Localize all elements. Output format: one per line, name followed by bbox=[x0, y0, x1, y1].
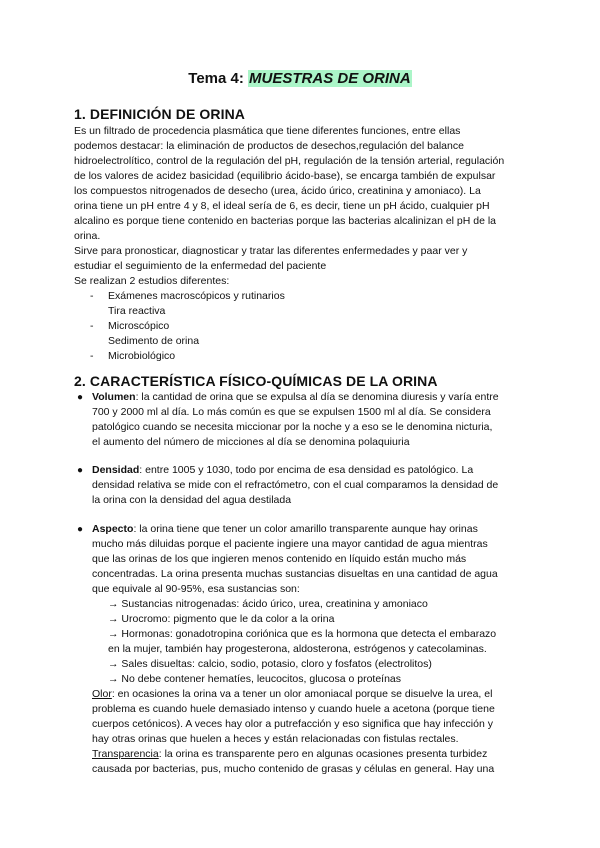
substance-item: → Sustancias nitrogenadas: ácido úrico, urea, creatinina y amoniaco bbox=[108, 598, 428, 610]
paragraph-line: Es un filtrado de procedencia plasmática que tiene diferentes funciones, entre ellas bbox=[74, 125, 461, 137]
aspecto-term: Aspecto bbox=[92, 523, 134, 535]
substance-item: → Urocromo: pigmento que le da color a la orina bbox=[108, 613, 335, 625]
substance-item: → Hormonas: gonadotropina coriónica que es la hormona que detecta el embarazo bbox=[108, 628, 497, 640]
paragraph-line: hidroelectrolítico, control de la regulación del pH, regulación de la tensión arterial, regulación bbox=[74, 155, 505, 167]
document-title bbox=[0, 70, 600, 87]
densidad-line: la orina con la densidad del agua destilada bbox=[92, 494, 292, 506]
paragraph-line: los compuestos nitrogenados de desecho (urea, ácido úrico, creatinina y amoniaco). La bbox=[74, 185, 481, 197]
list-item: Exámenes macroscópicos y rutinarios bbox=[108, 290, 285, 302]
aspecto-line: concentradas. La orina presenta muchas sustancias disueltas en una cantidad de agua bbox=[92, 568, 498, 580]
paragraph-line: Se realizan 2 estudios diferentes: bbox=[74, 275, 230, 287]
volumen-line: patológico cuando se necesita miccionar por la noche y a eso se le denomina nicturia, bbox=[92, 421, 493, 433]
list-dash: - bbox=[90, 290, 94, 302]
transparencia-term: Transparencia bbox=[92, 748, 159, 760]
aspecto-line: Aspecto: la orina tiene que tener un color amarillo transparente aunque hay orinas bbox=[92, 523, 478, 535]
list-item: Microscópico bbox=[108, 320, 170, 332]
paragraph-line: estudiar el seguimiento de la enfermedad del paciente bbox=[74, 260, 327, 272]
densidad-term: Densidad bbox=[92, 464, 140, 476]
olor-line: problema es cuando huele demasiado intenso y cuando huele a acetona (porque tiene bbox=[92, 703, 495, 715]
aspecto-line: que equivale al 90-95%, esa sustancias son: bbox=[92, 583, 300, 595]
olor-line: Olor: en ocasiones la orina va a tener un olor amoniacal porque se disuelve la urea, el bbox=[92, 688, 493, 700]
section-1-heading: 1. DEFINICIÓN DE ORINA bbox=[74, 106, 245, 122]
aspecto-line: que las orinas de los que ingieren menos contenido en líquido están mucho más bbox=[92, 553, 467, 565]
substance-item: → Sales disueltas: calcio, sodio, potasio, cloro y fosfatos (electrolitos) bbox=[108, 658, 432, 670]
title-highlight: MUESTRAS DE ORINA bbox=[249, 70, 411, 87]
densidad-line: Densidad: entre 1005 y 1030, todo por encima de esa densidad es patológico. La bbox=[92, 464, 474, 476]
list-subitem: Tira reactiva bbox=[108, 305, 166, 317]
section-2-heading: 2. CARACTERÍSTICA FÍSICO-QUÍMICAS DE LA ORINA bbox=[74, 373, 438, 389]
paragraph-line: de los valores de acidez basicidad (equilibrio ácido-base), se encarga también de expulsar bbox=[74, 170, 496, 182]
bullet-icon: ● bbox=[77, 524, 84, 535]
paragraph-line: Sirve para pronosticar, diagnosticar y tratar las diferentes enfermedades y paar ver y bbox=[74, 245, 468, 257]
paragraph-line: orina tiene un pH entre 4 y 8, el ideal sería de 6, es decir, tiene un pH ácido, cualquier pH bbox=[74, 200, 490, 212]
paragraph-line: orina. bbox=[74, 230, 101, 242]
olor-line: cuerpos cetónicos). A veces hay olor a putrefacción y eso significa que hay infección y bbox=[92, 718, 493, 730]
volumen-line: 700 y 2000 ml al día. Lo más común es que se expulsen 1500 ml al día. Se considera bbox=[92, 406, 491, 418]
list-subitem: Sedimento de orina bbox=[108, 335, 200, 347]
densidad-line: densidad relativa se mide con el refractómetro, con el cual comparamos la densidad de bbox=[92, 479, 499, 491]
paragraph-line: podemos destacar: la eliminación de productos de desechos,regulación del balance bbox=[74, 140, 464, 152]
olor-term: Olor bbox=[92, 688, 112, 700]
paragraph-line: alcalino es porque tiene contenido en bacterias porque las bacterias alcalinizan el pH de la bbox=[74, 215, 497, 227]
bullet-icon: ● bbox=[77, 392, 84, 403]
volumen-line: el aumento del número de micciones al día se denomina polaquiuria bbox=[92, 436, 410, 448]
list-dash: - bbox=[90, 320, 94, 332]
substance-item: en la mujer, también hay progesterona, aldosterona, estrógenos y catecolaminas. bbox=[108, 643, 487, 655]
transparencia-line: causada por bacterias, pus, mucho contenido de grasas y células en general. Hay una bbox=[92, 763, 495, 775]
olor-line: hay otras orinas que huelen a heces y están relacionadas con fistulas rectales. bbox=[92, 733, 459, 745]
volumen-term: Volumen bbox=[92, 391, 136, 403]
substance-item: → No debe contener hematíes, leucocitos, glucosa o proteínas bbox=[108, 673, 402, 685]
list-dash: - bbox=[90, 350, 94, 362]
title-prefix: Tema 4: bbox=[188, 70, 244, 87]
aspecto-line: mucho más diluidas porque el paciente ingiere una mayor cantidad de agua mientras bbox=[92, 538, 488, 550]
bullet-icon: ● bbox=[77, 465, 84, 476]
list-item: Microbiológico bbox=[108, 350, 176, 362]
volumen-line: Volumen: la cantidad de orina que se expulsa al día se denomina diuresis y varía entre bbox=[92, 391, 499, 403]
transparencia-line: Transparencia: la orina es transparente pero en algunas ocasiones presenta turbidez bbox=[92, 748, 488, 760]
